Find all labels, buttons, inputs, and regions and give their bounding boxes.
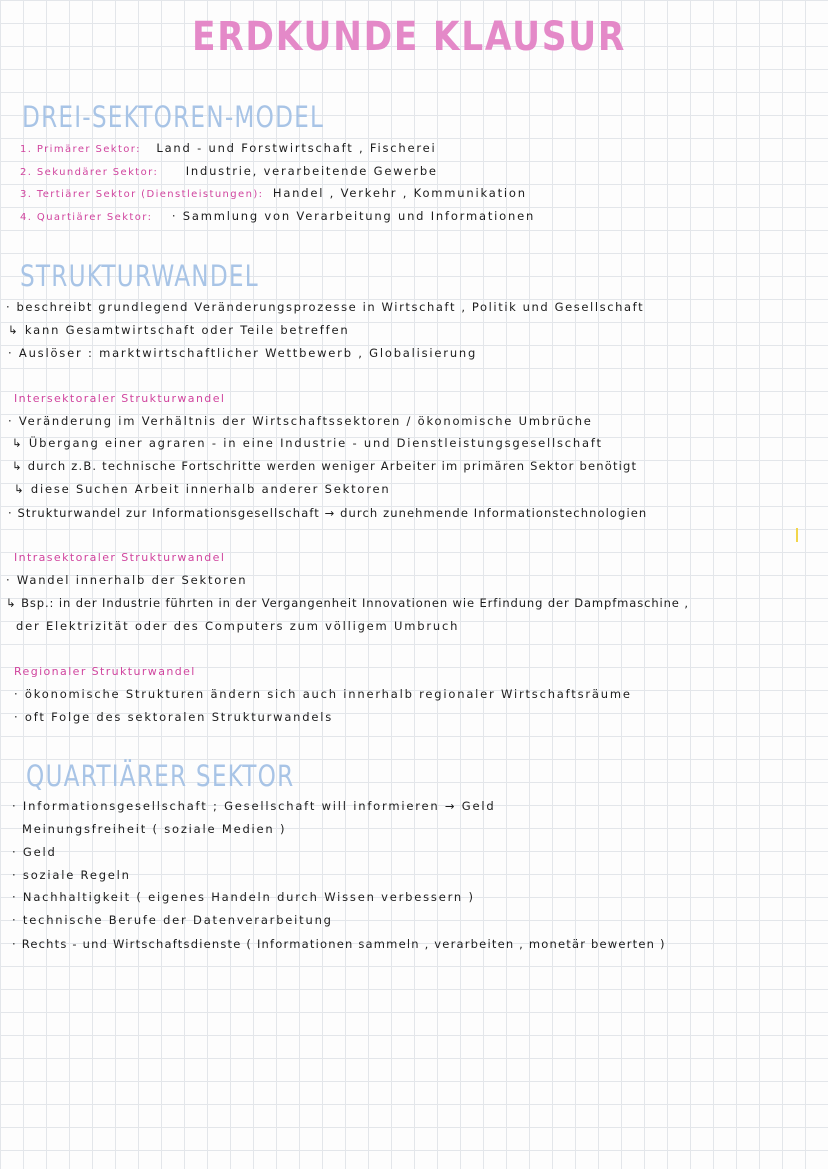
sector-item-3: [20, 186, 527, 200]
intrasektoral-line-3: der Elektrizität oder des Computers zum völligem Umbruch: [16, 619, 460, 633]
intersektoral-line-1: · Veränderung im Verhältnis der Wirtschaftssektoren / ökonomische Umbrüche: [8, 414, 593, 428]
strukturwandel-line-2: ↳ kann Gesamtwirtschaft oder Teile betreffen: [8, 323, 350, 337]
quartiaer-line-5: · Nachhaltigkeit ( eigenes Handeln durch Wissen verbessern ): [12, 890, 475, 904]
section-heading-strukturwandel: STRUKTURWANDEL: [20, 259, 259, 293]
intersektoral-line-5: · Strukturwandel zur Informationsgesellschaft → durch zunehmende Informationstechnologien: [8, 506, 648, 520]
sector-label: 4. Quartiärer Sektor:: [20, 212, 153, 223]
page-title: ERDKUNDE KLAUSUR: [192, 14, 627, 60]
sector-label: 1. Primärer Sektor:: [20, 144, 141, 155]
regional-line-2: · oft Folge des sektoralen Strukturwandels: [14, 710, 334, 724]
intersektoral-line-2: ↳ Übergang einer agraren - in eine Industrie - und Dienstleistungsgesellschaft: [12, 436, 603, 450]
sector-item-4: [20, 209, 535, 223]
quartiaer-line-7: · Rechts - und Wirtschaftsdienste ( Informationen sammeln , verarbeiten , monetär bewerten ): [12, 937, 666, 951]
strukturwandel-line-3: · Auslöser : marktwirtschaftlicher Wettbewerb , Globalisierung: [8, 346, 478, 360]
strukturwandel-line-1: · beschreibt grundlegend Veränderungsprozesse in Wirtschaft , Politik und Gesellschaft: [6, 300, 645, 314]
quartiaer-line-2: Meinungsfreiheit ( soziale Medien ): [22, 822, 287, 836]
quartiaer-line-6: · technische Berufe der Datenverarbeitung: [12, 913, 333, 927]
subheading-intersektoral: Intersektoraler Strukturwandel: [14, 392, 226, 405]
regional-line-1: · ökonomische Strukturen ändern sich auch innerhalb regionaler Wirtschaftsräume: [14, 687, 632, 701]
sector-item-2: [20, 164, 438, 178]
quartiaer-line-1: · Informationsgesellschaft ; Gesellschaft will informieren → Geld: [12, 799, 496, 813]
section-heading-drei-sektoren: DREI-SEKTOREN-MODEL: [22, 100, 325, 134]
intersektoral-line-4: ↳ diese Suchen Arbeit innerhalb anderer Sektoren: [14, 482, 391, 496]
quartiaer-line-4: · soziale Regeln: [12, 868, 131, 882]
sector-text: Land - und Forstwirtschaft , Fischerei: [156, 141, 437, 155]
sector-text: Handel , Verkehr , Kommunikation: [272, 186, 527, 200]
sector-text: · Sammlung von Verarbeitung und Informationen: [171, 209, 536, 223]
sector-label: 2. Sekundärer Sektor:: [20, 167, 159, 178]
intersektoral-line-3: ↳ durch z.B. technische Fortschritte werden weniger Arbeiter im primären Sektor benötigt: [12, 459, 638, 473]
sector-item-1: [20, 141, 437, 155]
highlighter-mark: [796, 528, 798, 542]
sector-text: Industrie, verarbeitende Gewerbe: [185, 164, 438, 178]
subheading-intrasektoral: Intrasektoraler Strukturwandel: [14, 551, 226, 564]
subheading-regional: Regionaler Strukturwandel: [14, 665, 196, 678]
sector-label: 3. Tertiärer Sektor (Dienstleistungen):: [20, 189, 264, 200]
intrasektoral-line-2: ↳ Bsp.: in der Industrie führten in der Vergangenheit Innovationen wie Erfindung der Dampfmaschine ,: [6, 596, 689, 610]
intrasektoral-line-1: · Wandel innerhalb der Sektoren: [6, 573, 248, 587]
section-heading-quartiaerer-sektor: QUARTIÄRER SEKTOR: [26, 759, 295, 793]
quartiaer-line-3: · Geld: [12, 845, 57, 859]
